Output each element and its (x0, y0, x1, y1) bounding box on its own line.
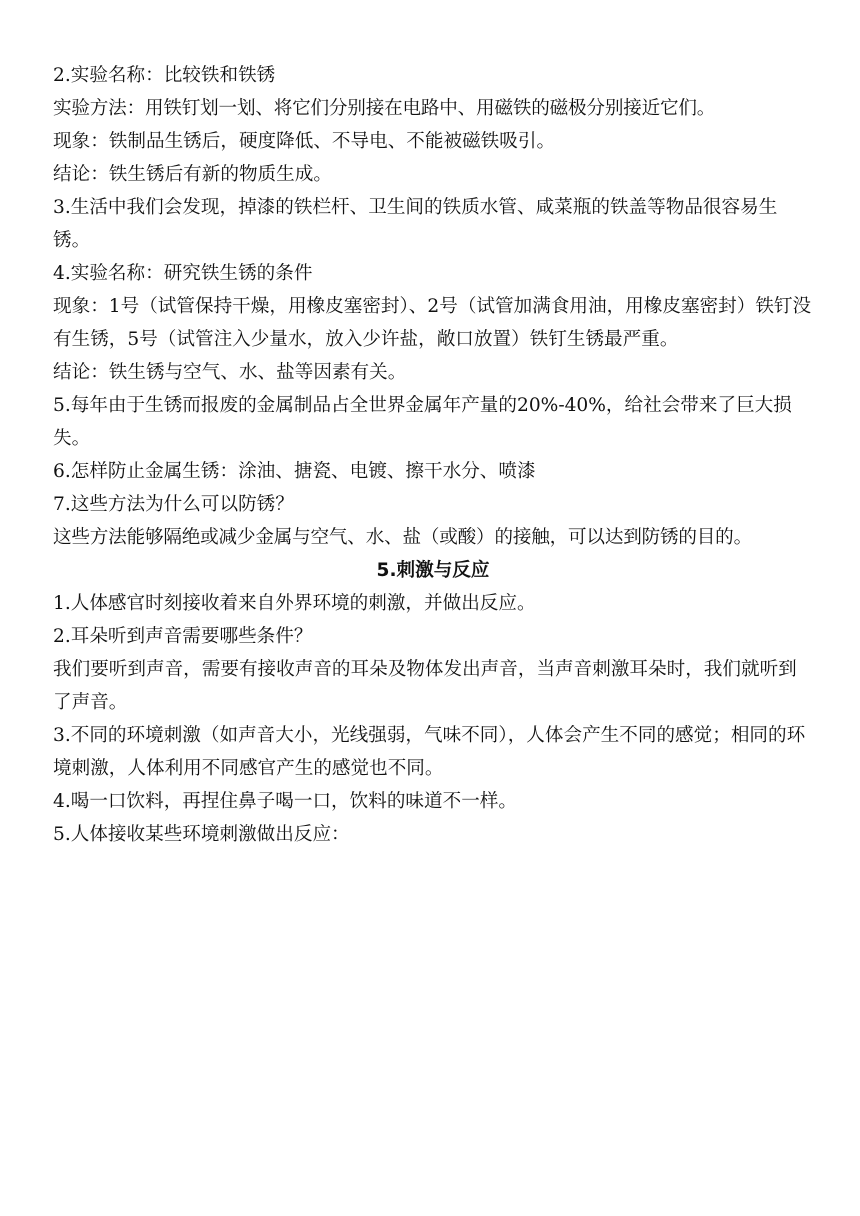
paragraph-phenomenon-rust: 现象：铁制品生锈后，硬度降低、不导电、不能被磁铁吸引。 (53, 131, 556, 152)
document-page (53, 59, 813, 851)
paragraph-different-stimuli: 3.不同的环境刺激（如声音大小，光线强弱，气味不同），人体会产生不同的感觉；相同的环境刺激，人体利用不同感官产生的感觉也不同。 (53, 725, 806, 779)
paragraph-experiment-compare-iron-rust: 2.实验名称：比较铁和铁锈 (53, 65, 276, 86)
paragraph-drink-taste: 4.喝一口饮料，再捏住鼻子喝一口，饮料的味道不一样。 (53, 791, 517, 812)
paragraph-hearing-answer: 我们要听到声音，需要有接收声音的耳朵及物体发出声音，当声音刺激耳朵时，我们就听到了声音。 (53, 659, 797, 713)
paragraph-conclusion-rust-factors: 结论：铁生锈与空气、水、盐等因素有关。 (53, 362, 407, 383)
paragraph-annual-loss: 5.每年由于生锈而报废的金属制品占全世界金属年产量的20%-40%，给社会带来了巨大损失。 (53, 395, 792, 449)
paragraph-question-why: 7.这些方法为什么可以防锈？ (53, 494, 294, 515)
paragraph-experiment-rust-conditions: 4.实验名称：研究铁生锈的条件 (53, 263, 313, 284)
section-heading: 5.刺激与反应 (376, 560, 490, 581)
paragraph-prevent-rust: 6.怎样防止金属生锈：涂油、搪瓷、电镀、擦干水分、喷漆 (53, 461, 536, 482)
paragraph-daily-life-rust: 3.生活中我们会发现，掉漆的铁栏杆、卫生间的铁质水管、咸菜瓶的铁盖等物品很容易生锈。 (53, 197, 778, 251)
paragraph-senses-stimulus: 1.人体感官时刻接收着来自外界环境的刺激，并做出反应。 (53, 593, 536, 614)
paragraph-phenomenon-test-tubes: 现象：1号（试管保持干燥，用橡皮塞密封）、2号（试管加满食用油，用橡皮塞密封）铁钉没有生锈，5号（试管注入少量水，放入少许盐，敞口放置）铁钉生锈最严重。 (53, 296, 812, 350)
paragraph-hearing-question: 2.耳朵听到声音需要哪些条件？ (53, 626, 313, 647)
paragraph-answer-isolation: 这些方法能够隔绝或减少金属与空气、水、盐（或酸）的接触，可以达到防锈的目的。 (53, 527, 752, 548)
paragraph-experiment-method: 实验方法：用铁钉划一划、将它们分别接在电路中、用磁铁的磁极分别接近它们。 (53, 98, 716, 119)
paragraph-conclusion-new-substance: 结论：铁生锈后有新的物质生成。 (53, 164, 332, 185)
paragraph-body-reaction: 5.人体接收某些环境刺激做出反应： (53, 824, 350, 845)
